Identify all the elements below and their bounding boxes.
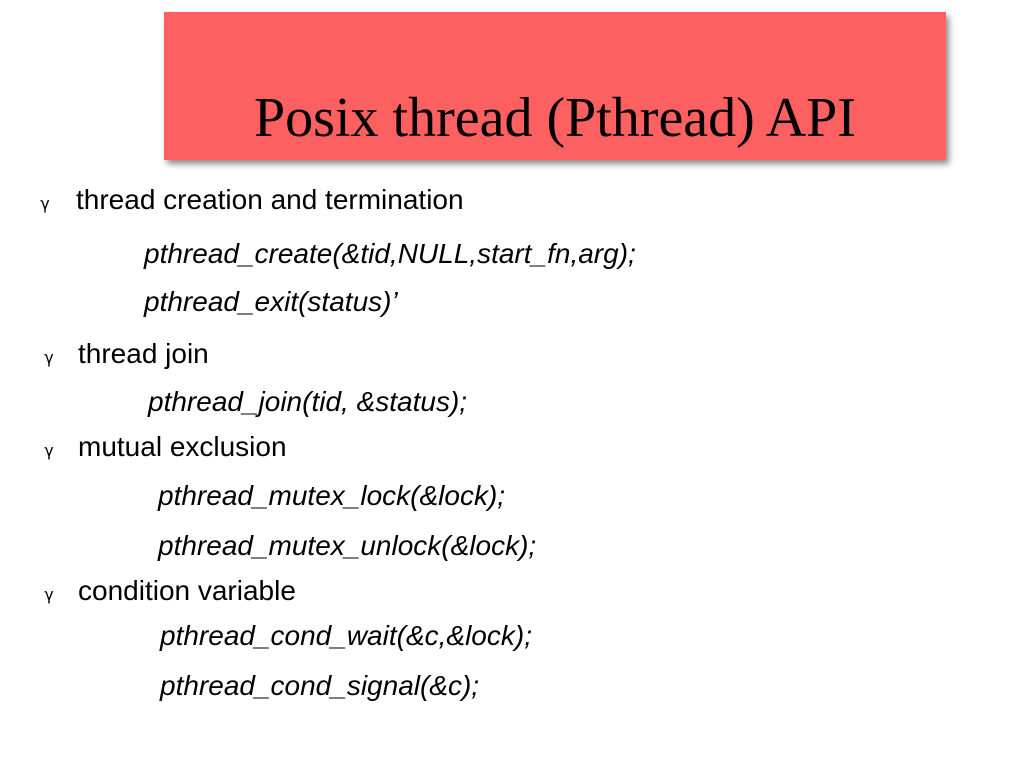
bullet-label: thread join <box>78 338 209 369</box>
gamma-bullet-icon: γ <box>44 441 54 460</box>
code-line: pthread_cond_signal(&c); <box>160 670 480 701</box>
bullet-label: mutual exclusion <box>78 431 287 462</box>
gamma-bullet-icon: γ <box>40 194 50 213</box>
slide-title: Posix thread (Pthread) API <box>254 87 856 149</box>
code-line: pthread_cond_wait(&c,&lock); <box>160 620 532 651</box>
bullet-label: thread creation and termination <box>76 184 464 215</box>
bullet-label: condition variable <box>78 575 296 606</box>
code-line: pthread_mutex_lock(&lock); <box>158 480 506 511</box>
code-line: pthread_mutex_unlock(&lock); <box>158 530 537 561</box>
title-banner <box>164 12 946 160</box>
code-line: pthread_exit(status)’ <box>144 286 398 317</box>
gamma-bullet-icon: γ <box>44 585 54 604</box>
code-line: pthread_join(tid, &status); <box>148 386 468 417</box>
gamma-bullet-icon: γ <box>44 348 54 367</box>
code-line: pthread_create(&tid,NULL,start_fn,arg); <box>144 238 636 269</box>
